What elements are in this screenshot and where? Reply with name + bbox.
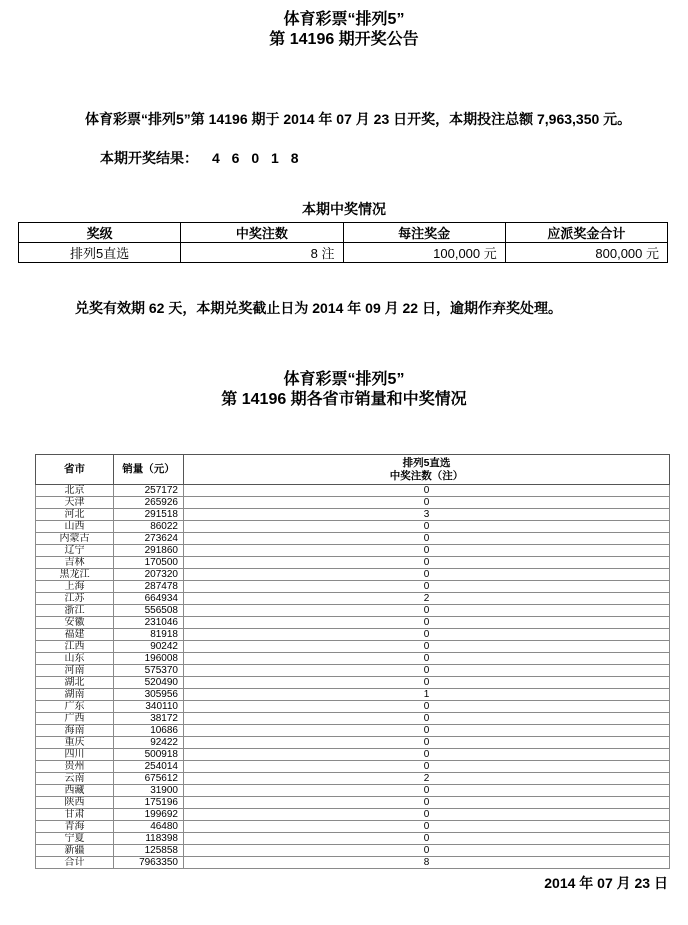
- province-cell: 新疆: [36, 845, 114, 857]
- province-cell: 辽宁: [36, 545, 114, 557]
- win-count-cell: 0: [184, 677, 670, 689]
- prize-section-title: 本期中奖情况: [302, 201, 386, 217]
- page-title-line2: 第 14196 期开奖公告: [269, 31, 419, 48]
- win-count-cell: 0: [184, 605, 670, 617]
- province-cell: 宁夏: [36, 833, 114, 845]
- prize-table: [18, 222, 668, 263]
- win-count-cell: 2: [184, 593, 670, 605]
- page-title-line1: 体育彩票“排列5”: [283, 11, 405, 28]
- sales-cell: 7963350: [114, 857, 184, 869]
- sales-cell: 675612: [114, 773, 184, 785]
- table-row: [36, 533, 670, 545]
- table-row: [36, 521, 670, 533]
- sales-cell: 90242: [114, 641, 184, 653]
- province-cell: 安徽: [36, 617, 114, 629]
- sales-table-header-row: [36, 455, 670, 485]
- sales-header-province: 省市: [36, 455, 114, 485]
- sales-cell: 175196: [114, 797, 184, 809]
- sales-header-sales: 销量（元）: [114, 455, 184, 485]
- win-count-cell: 0: [184, 845, 670, 857]
- win-count-cell: 0: [184, 809, 670, 821]
- intro-paragraph: 体育彩票“排列5”第 14196 期于 2014 年 07 月 23 日开奖，本期投注总额 7,963,350 元。: [85, 111, 632, 127]
- table-row: [36, 593, 670, 605]
- table-row: [36, 713, 670, 725]
- sales-section-title-line2: 第 14196 期各省市销量和中奖情况: [221, 391, 467, 408]
- sales-cell: 231046: [114, 617, 184, 629]
- province-cell: 山东: [36, 653, 114, 665]
- sales-cell: 305956: [114, 689, 184, 701]
- table-row: [36, 845, 670, 857]
- prize-level-cell: 排列5直选: [19, 243, 181, 263]
- sales-cell: 500918: [114, 749, 184, 761]
- province-cell: 贵州: [36, 761, 114, 773]
- win-count-cell: 0: [184, 521, 670, 533]
- table-row: [36, 641, 670, 653]
- win-count-cell: 0: [184, 581, 670, 593]
- table-row: [36, 665, 670, 677]
- win-count-cell: 8 注: [181, 243, 343, 263]
- win-count-cell: 0: [184, 569, 670, 581]
- win-count-cell: 0: [184, 701, 670, 713]
- province-cell: 湖南: [36, 689, 114, 701]
- province-cell: 浙江: [36, 605, 114, 617]
- sales-cell: 92422: [114, 737, 184, 749]
- prize-header-level: 奖级: [19, 223, 181, 243]
- sales-cell: 273624: [114, 533, 184, 545]
- win-count-cell: 0: [184, 533, 670, 545]
- sales-cell: 86022: [114, 521, 184, 533]
- win-count-cell: 0: [184, 617, 670, 629]
- sales-cell: 664934: [114, 593, 184, 605]
- sales-section-title-line1: 体育彩票“排列5”: [283, 371, 405, 388]
- win-count-cell: 0: [184, 713, 670, 725]
- sales-cell: 340110: [114, 701, 184, 713]
- province-cell: 内蒙古: [36, 533, 114, 545]
- win-count-cell: 0: [184, 653, 670, 665]
- win-count-cell: 0: [184, 725, 670, 737]
- table-row: [36, 605, 670, 617]
- province-cell: 福建: [36, 629, 114, 641]
- table-row: [36, 785, 670, 797]
- sales-cell: 196008: [114, 653, 184, 665]
- win-count-cell: 0: [184, 797, 670, 809]
- province-cell: 湖北: [36, 677, 114, 689]
- draw-result-label: 本期开奖结果：: [100, 150, 198, 166]
- page-title: [0, 10, 688, 50]
- province-cell: 甘肃: [36, 809, 114, 821]
- sales-cell: 520490: [114, 677, 184, 689]
- table-row: [36, 485, 670, 497]
- win-count-cell: 0: [184, 821, 670, 833]
- win-count-cell: 0: [184, 557, 670, 569]
- sales-cell: 118398: [114, 833, 184, 845]
- table-row: [36, 689, 670, 701]
- province-cell: 北京: [36, 485, 114, 497]
- province-cell: 西藏: [36, 785, 114, 797]
- table-row: [36, 629, 670, 641]
- lottery-announcement-page: [0, 10, 688, 925]
- table-row: [36, 581, 670, 593]
- table-row: [36, 809, 670, 821]
- province-cell: 广东: [36, 701, 114, 713]
- sales-section-title: [0, 370, 688, 410]
- total-row: [36, 857, 670, 869]
- win-count-cell: 0: [184, 761, 670, 773]
- win-count-cell: 8: [184, 857, 670, 869]
- province-cell: 云南: [36, 773, 114, 785]
- win-count-cell: 0: [184, 545, 670, 557]
- sales-cell: 207320: [114, 569, 184, 581]
- sales-cell: 170500: [114, 557, 184, 569]
- win-count-cell: 3: [184, 509, 670, 521]
- win-count-cell: 0: [184, 497, 670, 509]
- sales-cell: 81918: [114, 629, 184, 641]
- win-count-cell: 0: [184, 833, 670, 845]
- province-cell: 青海: [36, 821, 114, 833]
- table-row: [36, 569, 670, 581]
- table-row: [36, 725, 670, 737]
- table-row: [36, 701, 670, 713]
- win-count-cell: 0: [184, 485, 670, 497]
- table-row: [36, 557, 670, 569]
- table-row: [36, 833, 670, 845]
- province-cell: 天津: [36, 497, 114, 509]
- total-prize-cell: 800,000 元: [505, 243, 667, 263]
- prize-header-count: 中奖注数: [181, 223, 343, 243]
- prize-header-total: 应派奖金合计: [505, 223, 667, 243]
- win-count-cell: 0: [184, 785, 670, 797]
- win-count-cell: 0: [184, 641, 670, 653]
- table-row: [36, 497, 670, 509]
- sales-cell: 10686: [114, 725, 184, 737]
- prize-table-row: [19, 243, 668, 263]
- sales-header-win-line2: 中奖注数（注）: [389, 469, 464, 482]
- sales-cell: 254014: [114, 761, 184, 773]
- province-cell: 陕西: [36, 797, 114, 809]
- draw-result-line: [100, 148, 674, 168]
- sales-cell: 38172: [114, 713, 184, 725]
- sales-cell: 291518: [114, 509, 184, 521]
- win-count-cell: 2: [184, 773, 670, 785]
- table-row: [36, 797, 670, 809]
- footer-date: 2014 年 07 月 23 日: [544, 875, 668, 891]
- province-cell: 吉林: [36, 557, 114, 569]
- province-cell: 山西: [36, 521, 114, 533]
- sales-cell: 257172: [114, 485, 184, 497]
- province-cell: 广西: [36, 713, 114, 725]
- sales-cell: 287478: [114, 581, 184, 593]
- province-sales-table: [35, 454, 670, 869]
- draw-result-numbers: 4 6 0 1 8: [212, 150, 303, 166]
- province-cell: 河南: [36, 665, 114, 677]
- table-row: [36, 749, 670, 761]
- win-count-cell: 0: [184, 749, 670, 761]
- province-cell: 上海: [36, 581, 114, 593]
- province-cell: 江苏: [36, 593, 114, 605]
- sales-cell: 46480: [114, 821, 184, 833]
- win-count-cell: 0: [184, 629, 670, 641]
- sales-cell: 556508: [114, 605, 184, 617]
- province-cell: 黑龙江: [36, 569, 114, 581]
- sales-cell: 575370: [114, 665, 184, 677]
- sales-header-win-count: [184, 455, 670, 485]
- province-cell: 海南: [36, 725, 114, 737]
- table-row: [36, 653, 670, 665]
- province-cell: 江西: [36, 641, 114, 653]
- province-cell: 四川: [36, 749, 114, 761]
- sales-cell: 199692: [114, 809, 184, 821]
- sales-cell: 125858: [114, 845, 184, 857]
- prize-table-header-row: [19, 223, 668, 243]
- table-row: [36, 737, 670, 749]
- table-row: [36, 821, 670, 833]
- win-count-cell: 0: [184, 665, 670, 677]
- province-cell: 合计: [36, 857, 114, 869]
- sales-cell: 291860: [114, 545, 184, 557]
- win-count-cell: 0: [184, 737, 670, 749]
- province-cell: 重庆: [36, 737, 114, 749]
- table-row: [36, 509, 670, 521]
- province-cell: 河北: [36, 509, 114, 521]
- win-count-cell: 1: [184, 689, 670, 701]
- redeem-note: 兑奖有效期 62 天，本期兑奖截止日为 2014 年 09 月 22 日，逾期作弃奖处理。: [75, 300, 562, 316]
- sales-header-win-line1: 排列5直选: [402, 456, 451, 469]
- prize-header-per-prize: 每注奖金: [343, 223, 505, 243]
- table-row: [36, 677, 670, 689]
- table-row: [36, 545, 670, 557]
- sales-cell: 265926: [114, 497, 184, 509]
- table-row: [36, 617, 670, 629]
- table-row: [36, 761, 670, 773]
- sales-cell: 31900: [114, 785, 184, 797]
- per-prize-cell: 100,000 元: [343, 243, 505, 263]
- table-row: [36, 773, 670, 785]
